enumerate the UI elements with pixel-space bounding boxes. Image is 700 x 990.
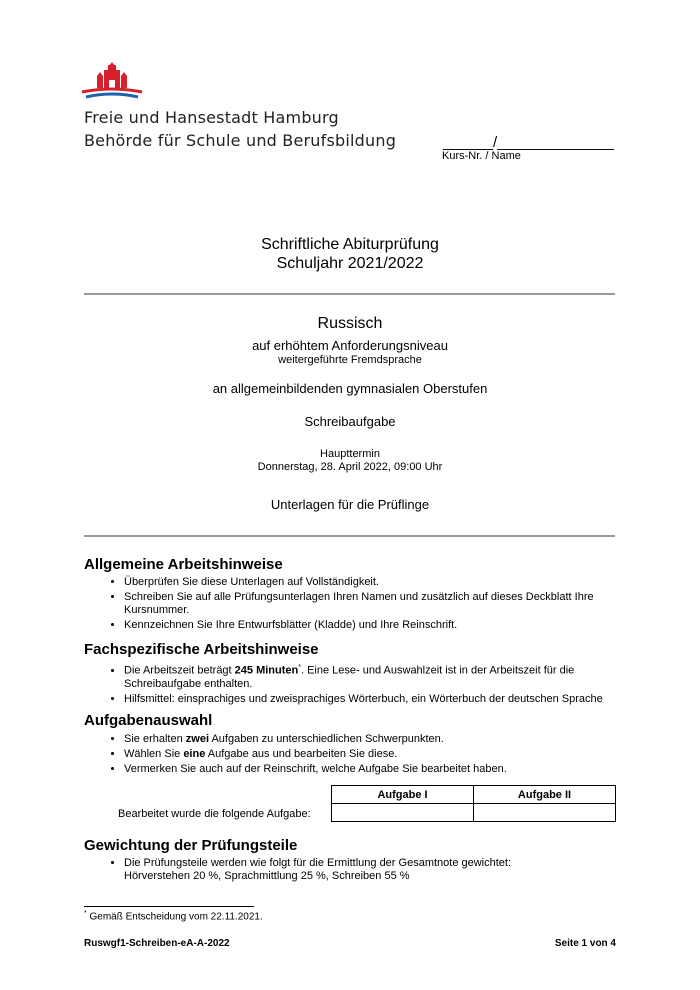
list-item: • Hilfsmittel: einsprachiges und zweisprachiges Wörterbuch, ein Wörterbuch der deutschen Sprache	[124, 693, 614, 706]
list-item: • Überprüfen Sie diese Unterlagen auf Vollständigkeit.	[124, 576, 614, 589]
list-item: • Wählen Sie eine Aufgabe aus und bearbeiten Sie diese.	[124, 748, 614, 761]
list-item: • Sie erhalten zwei Aufgaben zu unterschiedlichen Schwerpunkten.	[124, 733, 614, 746]
section-heading-specific: Fachspezifische Arbeitshinweise	[84, 641, 319, 658]
subject-level: auf erhöhtem Anforderungsniveau	[252, 338, 448, 353]
task-choice-header-2: Aufgabe II	[474, 786, 616, 804]
hamburg-logo-icon	[80, 62, 144, 102]
exam-term: Haupttermin	[320, 448, 380, 460]
exam-date: Donnerstag, 28. April 2022, 09:00 Uhr	[257, 461, 443, 473]
list-item: • Kennzeichnen Sie Ihre Entwurfsblätter (Kladde) und Ihre Reinschrift.	[124, 619, 614, 632]
footnote-divider	[84, 906, 254, 907]
section-heading-choice: Aufgabenauswahl	[84, 712, 213, 729]
list-item: • Die Arbeitszeit beträgt 245 Minuten*. Eine Lese- und Auswahlzeit ist in der Arbeitszeit für die Schreibaufgabe enthalten.	[124, 661, 614, 691]
divider	[84, 293, 615, 295]
section-heading-weighting: Gewichtung der Prüfungsteile	[84, 837, 298, 854]
list-item: • Vermerken Sie auch auf der Reinschrift, welche Aufgabe Sie bearbeitet haben.	[124, 763, 614, 776]
task-choice-cell-1[interactable]	[332, 804, 474, 822]
school-year: Schuljahr 2021/2022	[276, 255, 424, 272]
exam-title: Schriftliche Abiturprüfung	[261, 236, 439, 253]
school-type: an allgemeinbildenden gymnasialen Oberstufen	[212, 381, 488, 396]
document-type: Unterlagen für die Prüflinge	[270, 497, 430, 512]
task-choice-cell-2[interactable]	[474, 804, 616, 822]
subject-name: Russisch	[317, 315, 383, 332]
list-item: • Die Prüfungsteile werden wie folgt für die Ermittlung der Gesamtnote gewichtet: Hörverstehen 20 %, Sprachmittlung 25 %, Schreiben 55 %	[124, 857, 614, 883]
divider	[84, 535, 615, 537]
list-item: • Schreiben Sie auf alle Prüfungsunterlagen Ihren Namen und zusätzlich auf dieses Deckblatt Ihre Kursnummer.	[124, 591, 614, 617]
task-choice-label: Bearbeitet wurde die folgende Aufgabe:	[118, 808, 311, 820]
kurs-name-label: Kurs-Nr. / Name	[442, 150, 521, 162]
weighting-list	[84, 857, 614, 885]
footnote: * Gemäß Entscheidung vom 22.11.2021.	[84, 910, 263, 923]
authority-name: Freie und Hansestadt Hamburg	[84, 108, 339, 127]
specific-instructions-list	[84, 661, 614, 708]
choice-instructions-list	[84, 733, 614, 778]
general-instructions-list	[84, 576, 614, 634]
subject-variant: weitergeführte Fremdsprache	[278, 354, 422, 366]
task-choice-table	[331, 785, 616, 822]
section-heading-general: Allgemeine Arbeitshinweise	[84, 556, 283, 573]
document-code: Ruswgf1-Schreiben-eA-A-2022	[84, 938, 230, 949]
task-type: Schreibaufgabe	[304, 414, 396, 429]
kurs-name-field[interactable]: ______/______________	[443, 134, 615, 151]
authority-department: Behörde für Schule und Berufsbildung	[84, 131, 397, 150]
page-number: Seite 1 von 4	[554, 938, 616, 949]
task-choice-header-1: Aufgabe I	[332, 786, 474, 804]
